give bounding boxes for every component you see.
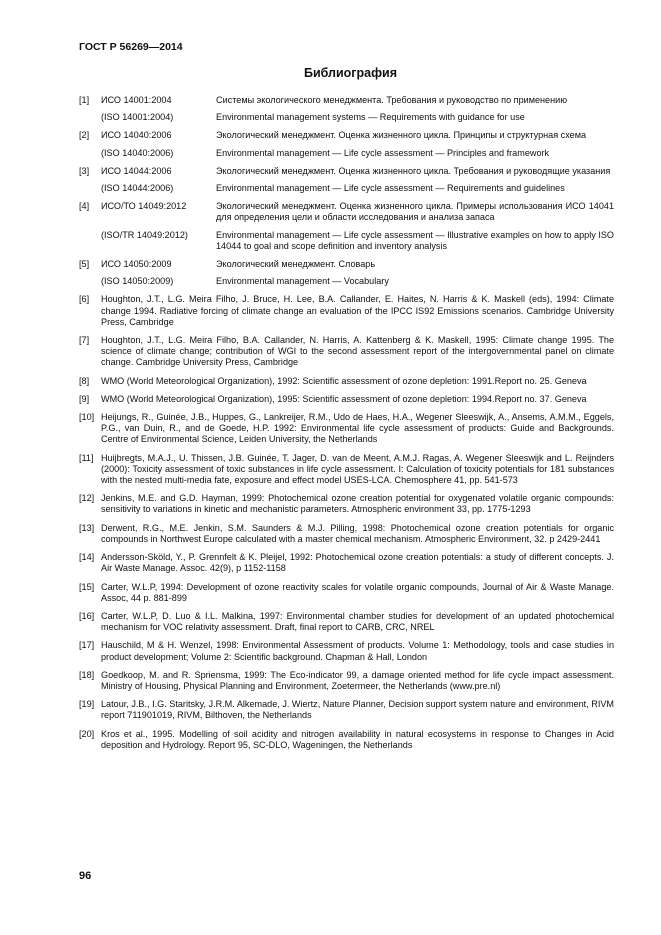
reference-text: WMO (World Meteorological Organization), 1995: Scientific assessment of ozone depletion: 1994.Report no. 37. Geneva: [101, 393, 587, 404]
standard-code: ИСО 14040:2006: [101, 130, 172, 141]
reference-text: Houghton, J.T., L.G. Meira Filho, J. Bruce, H. Lee, B.A. Callander, E. Haites, N. Harris & K. Maskell (eds), 1994: Climate change 1994. Radiative forcing of climate change an evaluation of the IPCC IS92 Emissions scenarios. Cambridge University Press, Cambridge: [101, 294, 614, 327]
bibliography-entry: [79, 95, 614, 106]
bibliography-entry: [79, 394, 614, 405]
entry-number: [11]: [79, 452, 94, 463]
entry-number: [18]: [79, 669, 95, 680]
bibliography-entry: [79, 670, 614, 692]
entry-number: [8]: [79, 375, 90, 386]
bibliography-entry: [79, 201, 614, 223]
bibliography-entry: [79, 166, 614, 177]
bibliography-entry: [79, 294, 614, 328]
reference-text: Latour, J.B., I.G. Staritsky, J.R.M. Alkemade, J. Wiertz, Nature Planner, Decision support system nature and environment, RIVM report 711901019, RIVM, Bilthoven, the Netherlands: [101, 699, 614, 721]
reference-text: Kros et al., 1995. Modelling of soil acidity and nitrogen availability in natural ecosystems in response to Changes in Acid deposition and Hydrology. Report 95, SC-DLO, Wageningen, the Netherlands: [101, 728, 614, 750]
entry-number: [15]: [79, 581, 95, 592]
entry-number: [3]: [79, 165, 90, 176]
standards-list: [79, 95, 614, 287]
reference-text: Derwent, R.G., M.E. Jenkin, S.M. Saunders & M.J. Pilling, 1998: Photochemical ozone creation potentials for organic compounds in Northwest Europe calculated with a master chemical mechanism. Atmospheric Environment, 32. p 2429-2441: [101, 522, 614, 544]
entry-number: [1]: [79, 95, 90, 105]
reference-text: Houghton, J.T., L.G. Meira Filho, B.A. Callander, N. Harris, A. Kattenberg & K. Maskell, 1995: Climate change 1995. The science of climate change; contribution of WGI to the second assessment report of the intergovernmental panel on climate change. Cambridge University Press, Cambridge: [101, 335, 614, 368]
bibliography-entry: [79, 335, 614, 369]
standard-title: Экологический менеджмент. Оценка жизненного цикла. Принципы и структурная схема: [216, 130, 587, 141]
entry-number: [12]: [79, 493, 95, 504]
entry-number: [13]: [79, 522, 95, 533]
bibliography-entry: [79, 183, 614, 194]
standard-title: Environmental management — Life cycle assessment — Requirements and guidelines: [216, 183, 565, 194]
reference-text: Huijbregts, M.A.J., U. Thissen, J.B. Guinée, T. Jager, D. van de Meent, A.M.J. Ragas, A. Wegener Sleeswijk and L. Reijnders (2000): Toxicity assessment of toxic substances in life cycle assessment. I: Calculation of toxicity potentials for 181 substances with the nested multi-media fate, exposure and effect model USES-LCA. Chemosphere 41, pp. 541-573: [101, 452, 614, 486]
page-title: Библиография: [303, 66, 398, 80]
standard-code: (ISO/TR 14049:2012): [101, 229, 188, 240]
bibliography-entry: [79, 582, 614, 604]
entry-number: [79, 148, 101, 159]
entry-number: [5]: [79, 259, 90, 270]
reference-text: Hauschild, M & H. Wenzel, 1998: Environmental Assessment of products. Volume 1: Methodology, tools and case studies in product development; Volume 2: Scientific background. Chapman & Hall, London: [101, 640, 614, 662]
entry-number: [19]: [79, 699, 95, 710]
reference-text: WMO (World Meteorological Organization), 1992: Scientific assessment of ozone depletion: 1991.Report no. 25. Geneva: [101, 375, 587, 386]
bibliography-entry: [79, 523, 614, 545]
standard-code: (ISO 14001:2004): [101, 112, 174, 123]
standard-title: Экологический менеджмент. Оценка жизненного цикла. Требования и руководящие указания: [216, 165, 611, 176]
entry-number: [6]: [79, 294, 90, 305]
standard-title: Экологический менеджмент. Оценка жизненного цикла. Примеры использования ИСО 14041 для определения цели и области исследования и анализа запаса: [216, 201, 614, 223]
entry-number: [2]: [79, 130, 90, 141]
entry-number: [9]: [79, 393, 90, 404]
entry-number: [10]: [79, 412, 95, 423]
standard-code: (ISO 14050:2009): [101, 276, 174, 287]
bibliography-entry: [79, 276, 614, 287]
standard-code: ИСО 14044:2006: [101, 165, 172, 176]
standard-code: (ISO 14044:2006): [101, 183, 174, 194]
references-list: [79, 294, 614, 751]
entry-number: [79, 183, 101, 194]
reference-text: Jenkins, M.E. and G.D. Hayman, 1999: Photochemical ozone creation potential for oxygenated volatile organic compounds: sensitivity to variations in kinetic and mechanistic parameters. Atmospheric environment 33, pp. 1775-1293: [101, 493, 614, 515]
bibliography-entry: [79, 729, 614, 751]
standard-title: Environmental management systems — Requirements with guidance for use: [216, 112, 525, 123]
bibliography-entry: [79, 130, 614, 141]
standard-title: Environmental management — Vocabulary: [216, 276, 389, 287]
reference-text: Carter, W.L.P, 1994: Development of ozone reactivity scales for volatile organic compounds, Journal of Air & Waste Manage. Assoc, 44 p. 881-899: [101, 581, 614, 603]
reference-text: Goedkoop, M. and R. Spriensma, 1999: The Eco-indicator 99, a damage oriented method for life cycle impact assessment. Ministry of Housing, Physical Planning and Environment, Zoetermeer, the Netherlands (www.pre.nl): [101, 669, 614, 691]
bibliography-entry: [79, 230, 614, 252]
entry-number: [79, 230, 101, 252]
bibliography-entry: [79, 412, 614, 446]
entry-number: [4]: [79, 201, 90, 212]
bibliography-entry: [79, 552, 614, 574]
standard-code: ИСО/ТО 14049:2012: [101, 201, 187, 212]
bibliography-entry: [79, 699, 614, 721]
standard-title: Экологический менеджмент. Словарь: [216, 259, 376, 270]
reference-text: Andersson-Sköld, Y., P. Grennfelt & K. Pleijel, 1992: Photochemical ozone creation potentials: a study of different concepts. J. Air Waste Manage. Assoc. 42(9), p 1152-1158: [101, 552, 614, 574]
bibliography-entry: [79, 611, 614, 633]
entry-number: [14]: [79, 552, 95, 563]
bibliography-entry: [79, 453, 614, 487]
bibliography-entry: [79, 148, 614, 159]
standard-code: ИСО 14050:2009: [101, 259, 172, 270]
entry-number: [20]: [79, 728, 95, 739]
entry-number: [7]: [79, 335, 90, 346]
standard-title: Environmental management — Life cycle assessment — Illustrative examples on how to apply ISO 14044 to goal and scope definition and inventory analysis: [216, 229, 614, 251]
bibliography-entry: [79, 112, 614, 123]
bibliography-entry: [79, 259, 614, 270]
standard-title: Environmental management — Life cycle assessment — Principles and framework: [216, 147, 550, 158]
page-number: 96: [79, 870, 92, 882]
bibliography: [79, 95, 614, 758]
standard-title: Системы экологического менеджмента. Требования и руководство по применению: [216, 95, 568, 105]
entry-number: [16]: [79, 610, 95, 621]
standard-code: ИСО 14001:2004: [101, 95, 172, 105]
reference-text: Carter, W.L.P, D. Luo & I.L. Malkina, 1997: Environmental chamber studies for development of an updated photochemical mechanism for VOC relativity assessment. Draft, final report to CARB, CRC, NREL: [101, 610, 614, 633]
entry-number: [79, 112, 101, 123]
bibliography-entry: [79, 493, 614, 515]
document-header: ГОСТ Р 56269—2014: [79, 41, 183, 53]
bibliography-entry: [79, 640, 614, 662]
standard-code: (ISO 14040:2006): [101, 147, 174, 158]
entry-number: [17]: [79, 640, 95, 651]
entry-number: [79, 276, 101, 287]
bibliography-entry: [79, 376, 614, 387]
reference-text: Heijungs, R., Guinée, J.B., Huppes, G., Lankreijer, R.M., Udo de Haes, H.A., Wegener Sleeswijk, A., Ansems, A.M.M., Eggels, P.G., van Duin, R., and de Goede, H.P. 1992: Environmental life cycle assessment of products: Guide and Backgrounds. Centre of Environmental Science, Leiden University, the Netherlands: [101, 412, 614, 445]
